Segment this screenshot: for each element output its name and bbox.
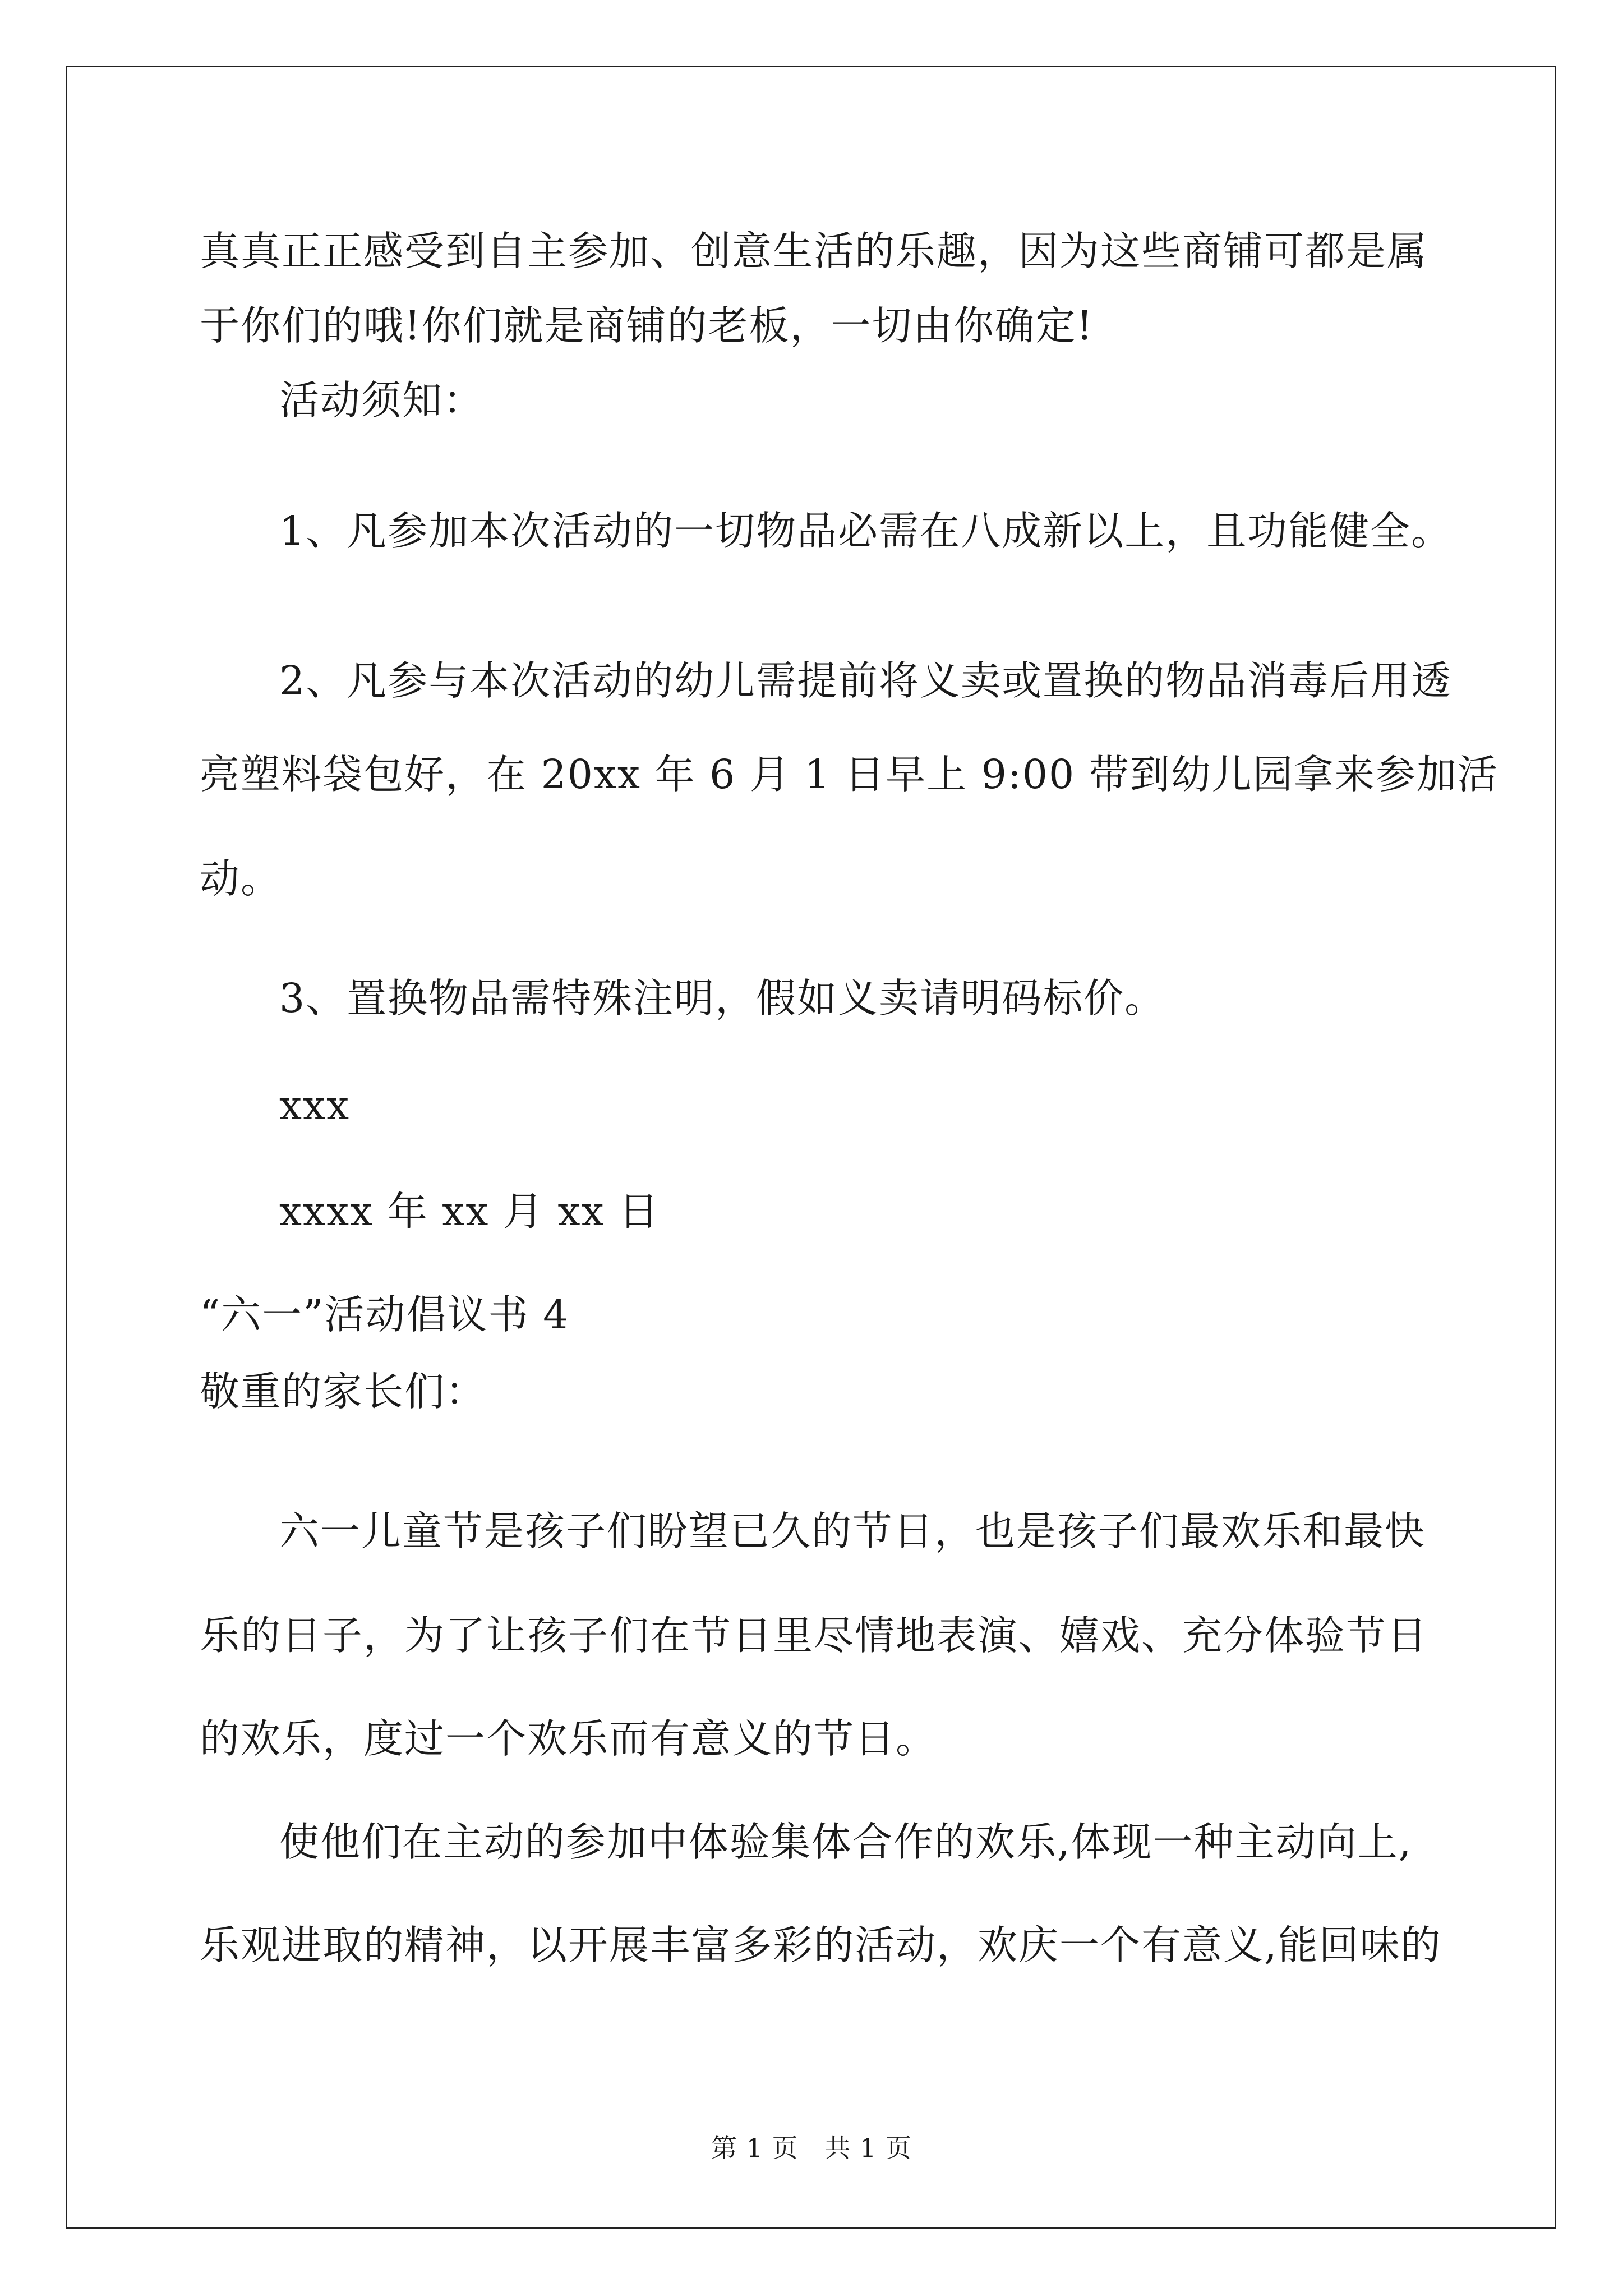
body-line-2: 于你们的哦!你们就是商铺的老板，一切由你确定!: [200, 302, 1094, 349]
paragraph-1-line-1: 六一儿童节是孩子们盼望已久的节日，也是孩子们最欢乐和最快: [279, 1508, 1426, 1554]
rule-2-line-2: 亮塑料袋包好，在 20xx 年 6 月 1 日早上 9:00 带到幼儿园拿来参加活: [200, 751, 1498, 798]
paragraph-1-line-2: 乐的日子，为了让孩子们在节日里尽情地表演、嬉戏、充分体验节日: [200, 1612, 1428, 1659]
section-title: “六一”活动倡议书 4: [200, 1291, 570, 1338]
signature-date: xxxx 年 xx 月 xx 日: [279, 1188, 660, 1235]
notice-heading: 活动须知：: [279, 377, 485, 424]
paragraph-1-line-3: 的欢乐，度过一个欢乐而有意义的节日。: [200, 1715, 937, 1762]
rule-1: 1、凡参加本次活动的一切物品必需在八成新以上，且功能健全。: [279, 508, 1453, 554]
rule-3: 3、置换物品需特殊注明，假如义卖请明码标价。: [279, 975, 1166, 1022]
rule-2-line-1: 2、凡参与本次活动的幼儿需提前将义卖或置换的物品消毒后用透: [279, 657, 1453, 704]
signature-name: xxx: [279, 1082, 351, 1129]
page-footer: 第 1 页 共 1 页: [711, 2133, 912, 2163]
rule-2-line-3: 动。: [200, 855, 282, 902]
paragraph-2-line-2: 乐观进取的精神，以开展丰富多彩的活动，欢庆一个有意义,能回味的: [200, 1922, 1442, 1968]
body-line-1: 真真正正感受到自主参加、创意生活的乐趣，因为这些商铺可都是属: [200, 228, 1428, 274]
paragraph-2-line-1: 使他们在主动的参加中体验集体合作的欢乐,体现一种主动向上,: [279, 1819, 1413, 1865]
salutation: 敬重的家长们：: [200, 1368, 487, 1415]
